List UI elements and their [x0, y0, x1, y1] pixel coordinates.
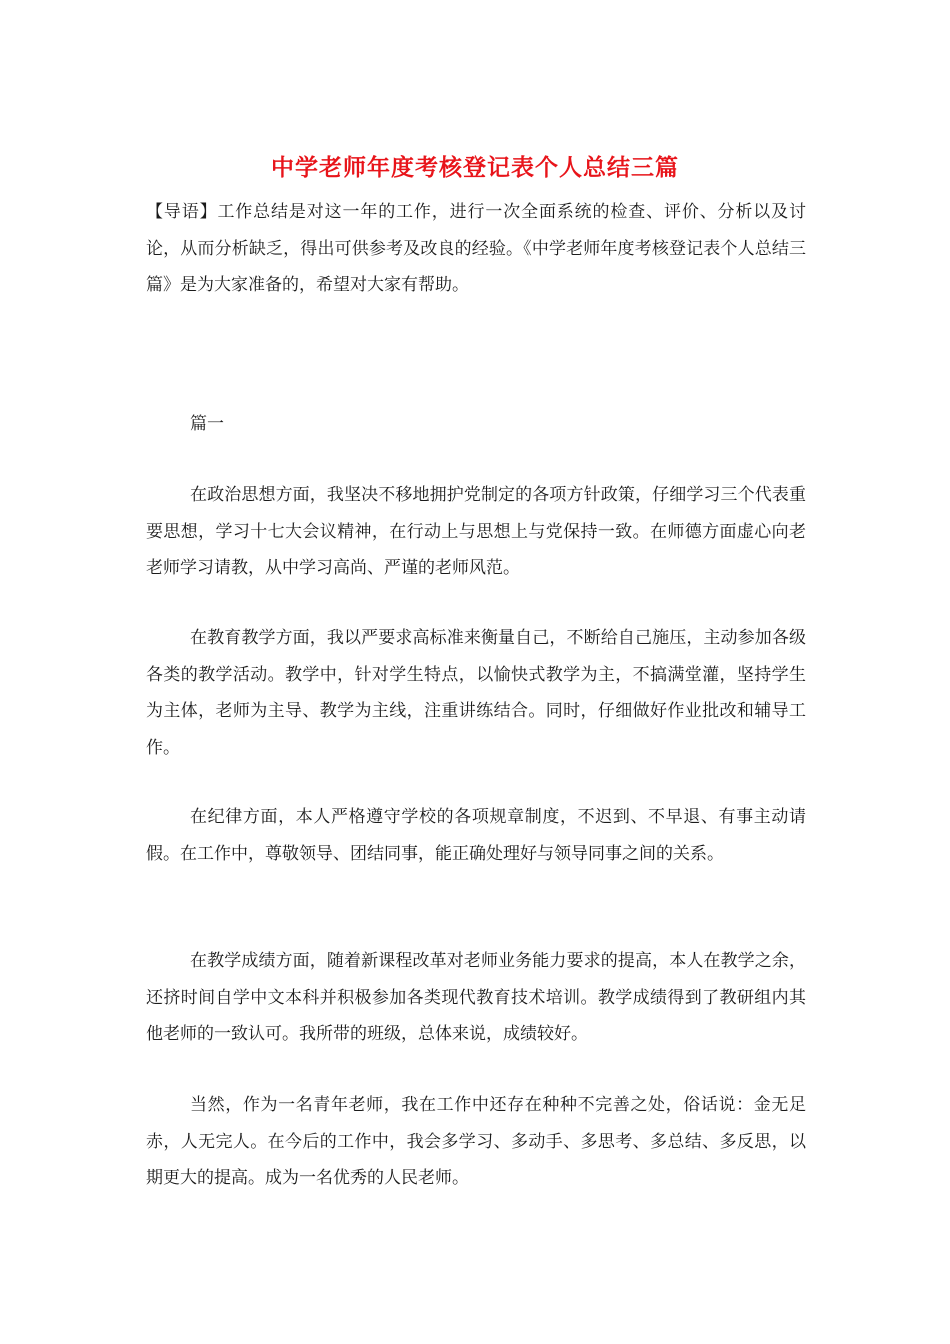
body-paragraph-results: 在教学成绩方面，随着新课程改革对老师业务能力要求的提高，本人在教学之余，还挤时间自学中文本科并积极参加各类现代教育技术培训。教学成绩得到了教研组内其他老师的一致认可。我所带的班级，总体来说，成绩较好。	[146, 951, 806, 1044]
body-paragraph-discipline: 在纪律方面，本人严格遵守学校的各项规章制度，不迟到、不早退、有事主动请假。在工作中，尊敬领导、团结同事，能正确处理好与领导同事之间的关系。	[146, 807, 806, 864]
document-title: 中学老师年度考核登记表个人总结三篇	[271, 154, 679, 181]
intro-paragraph: 【导语】工作总结是对这一年的工作，进行一次全面系统的检查、评价、分析以及讨论，从而分析缺乏，得出可供参考及改良的经验。《中学老师年度考核登记表个人总结三篇》是为大家准备的，希望对大家有帮助。	[146, 202, 806, 295]
body-paragraph-teaching: 在教育教学方面，我以严要求高标准来衡量自己，不断给自己施压，主动参加各级各类的教学活动。教学中，针对学生特点，以愉快式教学为主，不搞满堂灌，坚持学生为主体，老师为主导、教学为主线，注重讲练结合。同时，仔细做好作业批改和辅导工作。	[146, 628, 806, 758]
section-label: 篇一	[190, 414, 224, 434]
body-paragraph-politics: 在政治思想方面，我坚决不移地拥护党制定的各项方针政策，仔细学习三个代表重要思想，学习十七大会议精神，在行动上与思想上与党保持一致。在师德方面虚心向老老师学习请教，从中学习高尚、严谨的老师风范。	[146, 485, 806, 578]
body-paragraph-reflection: 当然，作为一名青年老师，我在工作中还存在种种不完善之处，俗话说：金无足赤，人无完人。在今后的工作中，我会多学习、多动手、多思考、多总结、多反思，以期更大的提高。成为一名优秀的人民老师。	[146, 1095, 806, 1188]
